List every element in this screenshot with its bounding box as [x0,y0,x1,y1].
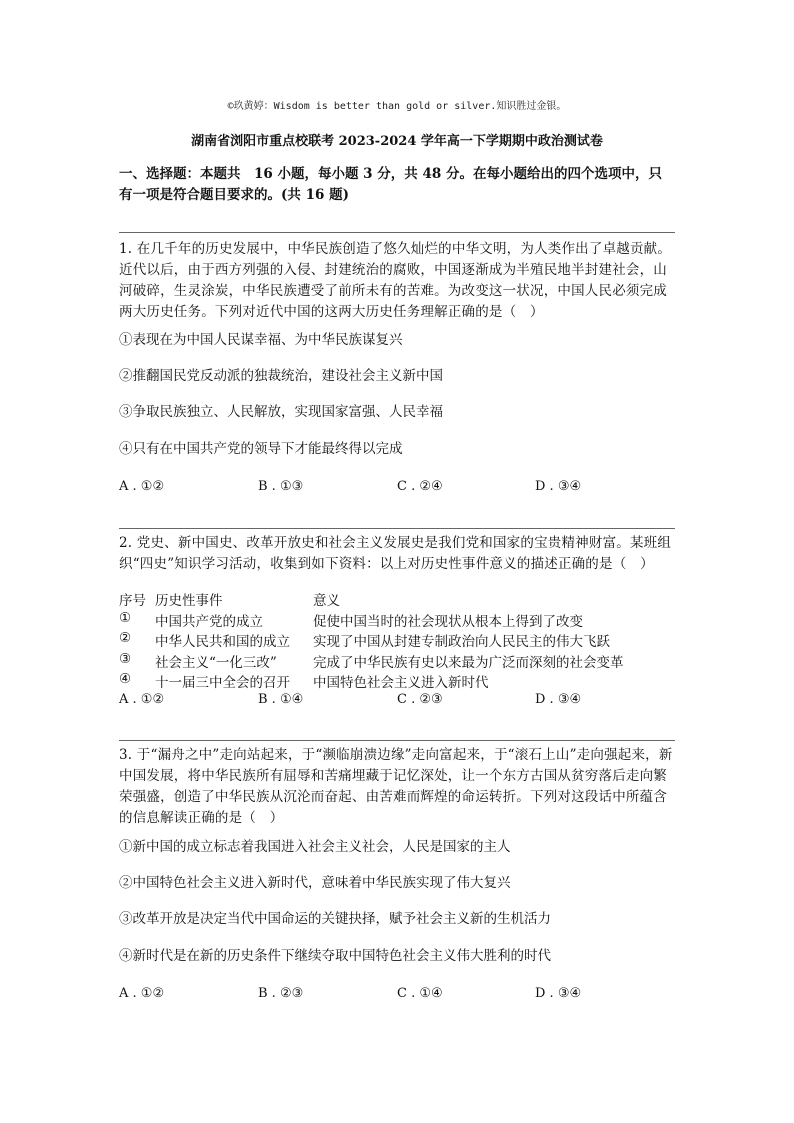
choice-a[interactable]: A . ①② [119,479,165,494]
divider [119,528,675,529]
question-1-option-1: ①表现在为中国人民谋幸福、为中华民族谋复兴 [119,332,403,348]
divider [119,232,675,233]
question-1-option-2: ②推翻国民党反动派的独裁统治，建设社会主义新中国 [119,368,443,384]
section-header: 一、选择题：本题共 16 小题，每小题 3 分，共 48 分。在每小题给出的四个选项中，只有一项是符合题目要求的。(共 16 题) [119,166,662,203]
question-3-stem: 3. 于“漏舟之中”走向站起来，于“濒临崩溃边缘”走向富起来，于“滚石上山”走向强起来，新中国发展，将中华民族所有屈辱和苦痛埋藏于记忆深处，让一个东方古国从贫穷落后走向繁荣强盛，创造了中华民族从沉沦而奋起、由苦难而辉煌的命运转折。下列对这段话中所蕴含的信息解读正确的是（ ） [119,747,673,826]
question-3-option-1: ①新中国的成立标志着我国进入社会主义社会，人民是国家的主人 [119,839,511,855]
question-1-option-4: ④只有在中国共产党的领导下才能最终得以完成 [119,441,403,457]
question-3-option-2: ②中国特色社会主义进入新时代，意味着中华民族实现了伟大复兴 [119,875,511,891]
choice-d[interactable]: D . ③④ [535,986,582,1001]
question-3-choices [119,986,679,1004]
table-cell: 完成了中华民族有史以来最为广泛而深刻的社会变革 [313,655,624,671]
choice-b[interactable]: B . ①④ [258,692,304,707]
table-cell: 中国共产党的成立 [155,614,263,630]
table-cell: 促使中国当时的社会现状从根本上得到了改变 [313,614,583,630]
choice-a[interactable]: A . ①② [119,986,165,1001]
question-1-stem: 1. 在几千年的历史发展中，中华民族创造了悠久灿烂的中华文明，为人类作出了卓越贡献。近代以后，由于西方列强的入侵、封建统治的腐败，中国逐渐成为半殖民地半封建社会，山河破碎，生灵涂炭，中华民族遭受了前所未有的苦难。为改变这一状况，中国人民必须完成两大历史任务。下列对近代中国的这两大历史任务理解正确的是（ ） [119,241,672,320]
choice-b[interactable]: B . ②③ [258,986,304,1001]
choice-d[interactable]: D . ③④ [535,479,582,494]
choice-b[interactable]: B . ①③ [258,479,304,494]
table-cell: ① [119,610,132,626]
choice-d[interactable]: D . ③④ [535,692,582,707]
table-cell: 中华人民共和国的成立 [155,634,290,650]
watermark-text: ©玖黄婷：Wisdom is better than gold or silver.知识胜过金银。 [227,101,567,112]
choice-c[interactable]: C . ②③ [397,692,443,707]
question-3-option-3: ③改革开放是决定当代中国命运的关键抉择，赋予社会主义新的生机活力 [119,911,551,927]
question-2-choices [119,692,679,710]
table-cell: ② [119,630,132,646]
question-1-choices [119,479,679,497]
question-2-stem: 2. 党史、新中国史、改革开放史和社会主义发展史是我们党和国家的宝贵精神财富。某班组织“四史”知识学习活动，收集到如下资料：以上对历史性事件意义的描述正确的是（ ） [119,535,672,572]
table-cell: 中国特色社会主义进入新时代 [313,675,489,691]
question-3-option-4: ④新时代是在新的历史条件下继续夺取中国特色社会主义伟大胜利的时代 [119,948,551,964]
table-header-cell: 意义 [313,593,340,609]
table-cell: 实现了中国从封建专制政治向人民民主的伟大飞跃 [313,634,610,650]
table-header-cell: 序号 [119,593,146,609]
choice-a[interactable]: A . ①② [119,692,165,707]
page-title: 湖南省浏阳市重点校联考 2023-2024 学年高一下学期期中政治测试卷 [191,134,603,149]
choice-c[interactable]: C . ②④ [397,479,443,494]
table-header-cell: 历史性事件 [155,593,223,609]
table-cell: ③ [119,651,132,667]
table-cell: 社会主义“一化三改” [155,655,277,671]
table-cell: ④ [119,671,132,687]
divider [119,740,675,741]
choice-c[interactable]: C . ①④ [397,986,443,1001]
question-1-option-3: ③争取民族独立、人民解放，实现国家富强、人民幸福 [119,404,443,420]
table-cell: 十一届三中全会的召开 [155,675,290,691]
